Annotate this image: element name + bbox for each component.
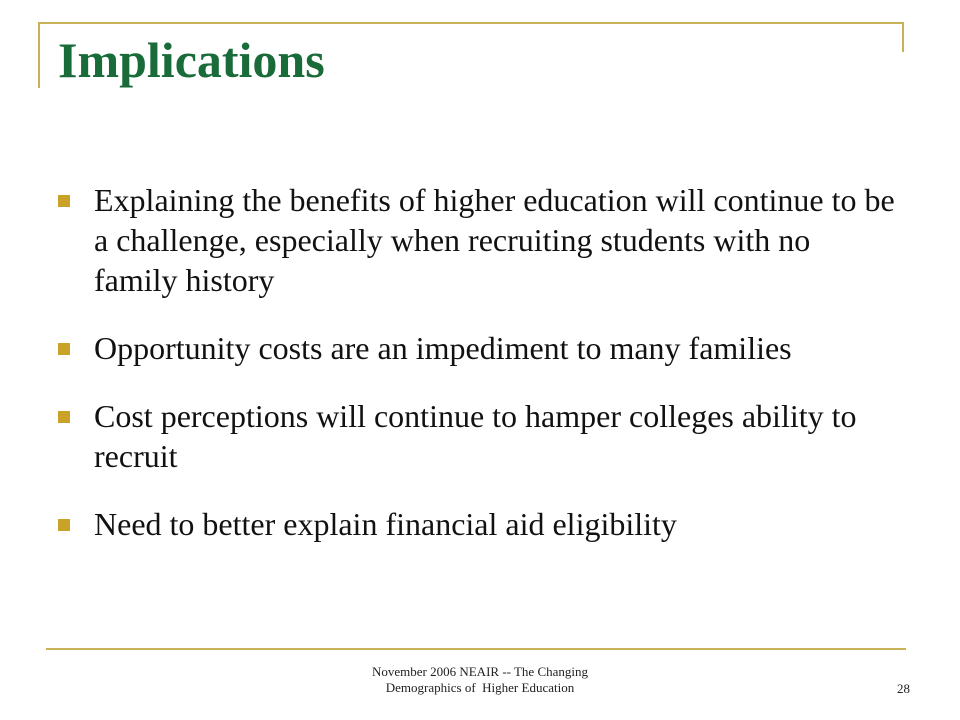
- frame-line-left: [38, 22, 40, 88]
- square-bullet-icon: [58, 411, 70, 423]
- bullet-item: [58, 180, 898, 300]
- bullet-text: Opportunity costs are an impediment to many families: [94, 330, 792, 366]
- frame-line-top: [38, 22, 904, 24]
- slide-title: Implications: [58, 32, 325, 88]
- footer-caption: [300, 664, 660, 696]
- bullet-list: [58, 180, 898, 572]
- square-bullet-icon: [58, 519, 70, 531]
- footer-line-2: Demographics of Higher Education: [385, 680, 575, 695]
- square-bullet-icon: [58, 195, 70, 207]
- footer-divider: [46, 648, 906, 650]
- bullet-text: Explaining the benefits of higher education will continue to be a challenge, especially when recruiting students with no family history: [94, 182, 895, 298]
- bullet-item: [58, 328, 898, 368]
- bullet-text: Need to better explain financial aid eligibility: [94, 506, 677, 542]
- bullet-item: [58, 504, 898, 544]
- bullet-item: [58, 396, 898, 476]
- bullet-text: Cost perceptions will continue to hamper colleges ability to recruit: [94, 398, 857, 474]
- square-bullet-icon: [58, 343, 70, 355]
- page-number: 28: [897, 681, 910, 696]
- frame-line-right: [902, 22, 904, 52]
- footer-line-1: November 2006 NEAIR -- The Changing: [371, 664, 589, 679]
